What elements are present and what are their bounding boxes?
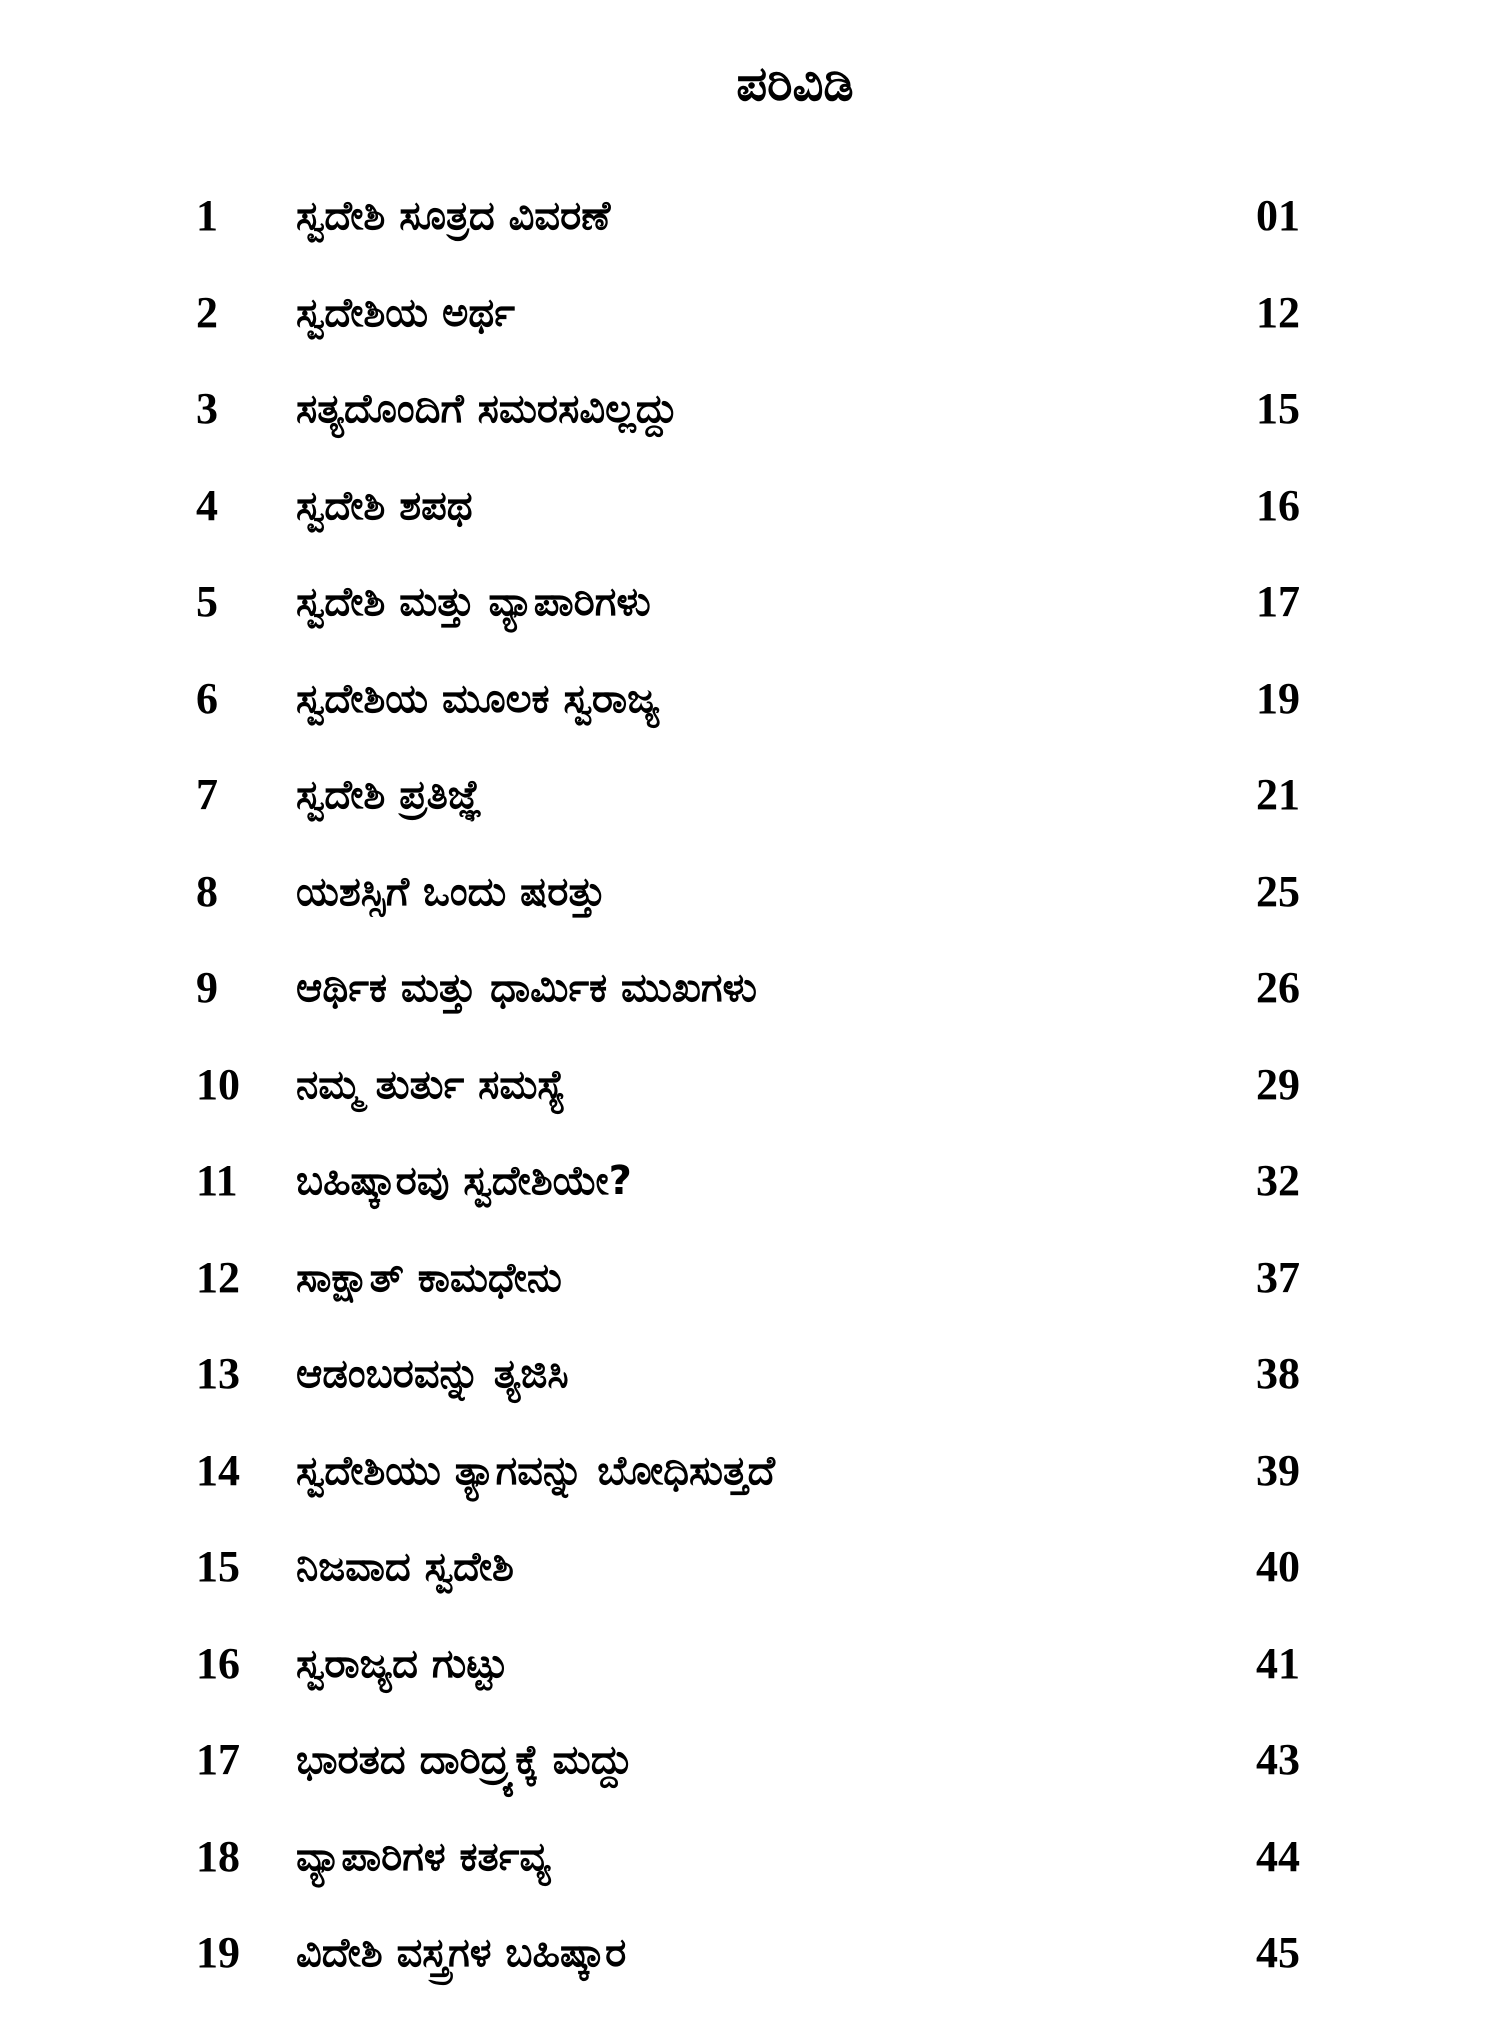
- page-number: 45: [1256, 1928, 1300, 1977]
- page-number: 43: [1256, 1735, 1300, 1784]
- page-title: ಪರಿವಿಡಿ: [736, 56, 854, 112]
- toc-entry: [0, 570, 1500, 667]
- chapter-title: ಯಶಸ್ಸಿಗೆ ಒಂದು ಷರತ್ತು: [296, 868, 606, 915]
- toc-entry: [0, 1632, 1500, 1729]
- toc-entry: [0, 860, 1500, 957]
- toc-entry: [0, 667, 1500, 764]
- toc-entry: [0, 1825, 1500, 1922]
- chapter-title: ಸ್ವದೇಶಿ ಶಪಥ: [296, 482, 473, 529]
- chapter-title: ನಮ್ಮ ತುರ್ತು ಸಮಸ್ಯೆ: [296, 1061, 566, 1108]
- chapter-title: ಸ್ವದೇಶಿ ಸೂತ್ರದ ವಿವರಣೆ: [296, 193, 611, 239]
- page-number: 39: [1256, 1445, 1300, 1495]
- chapter-title: ಸ್ವದೇಶಿ ಮತ್ತು ವ್ಯಾಪಾರಿಗಳು: [296, 579, 651, 625]
- page-number: 25: [1256, 866, 1300, 916]
- chapter-title: ನಿಜವಾದ ಸ್ವದೇಶಿ: [296, 1544, 514, 1590]
- chapter-number: 2: [196, 287, 218, 337]
- chapter-number: 4: [196, 480, 218, 530]
- page-number: 12: [1256, 287, 1300, 337]
- page-number: 21: [1256, 770, 1300, 819]
- toc-entry: [0, 1342, 1500, 1439]
- toc-entry: [0, 1921, 1500, 2018]
- table-of-contents: [0, 184, 1500, 2018]
- page-number: 40: [1256, 1542, 1300, 1591]
- page-number: 16: [1256, 480, 1300, 530]
- page-number: 32: [1256, 1156, 1300, 1205]
- page-number: 15: [1256, 384, 1300, 433]
- chapter-number: 8: [196, 866, 218, 916]
- chapter-title: ಸಾಕ್ಷಾತ್ ಕಾಮಧೇನು: [296, 1254, 562, 1301]
- chapter-number: 15: [196, 1542, 240, 1591]
- chapter-number: 6: [196, 673, 218, 723]
- chapter-number: 13: [196, 1349, 240, 1398]
- toc-entry: [0, 763, 1500, 860]
- toc-entry: [0, 377, 1500, 474]
- chapter-title: ಆರ್ಥಿಕ ಮತ್ತು ಧಾರ್ಮಿಕ ಮುಖಗಳು: [296, 965, 757, 1011]
- chapter-number: 18: [196, 1831, 240, 1881]
- chapter-number: 19: [196, 1928, 240, 1977]
- chapter-title: ಸ್ವದೇಶಿಯ ಮೂಲಕ ಸ್ವರಾಜ್ಯ: [296, 675, 660, 722]
- toc-entry: [0, 1246, 1500, 1343]
- toc-entry: [0, 1053, 1500, 1150]
- page-number: 41: [1256, 1638, 1300, 1688]
- chapter-number: 9: [196, 963, 218, 1012]
- chapter-number: 14: [196, 1445, 240, 1495]
- chapter-number: 7: [196, 770, 218, 819]
- page-number: 29: [1256, 1059, 1300, 1109]
- chapter-number: 5: [196, 577, 218, 626]
- chapter-number: 1: [196, 191, 218, 240]
- chapter-title: ಸ್ವದೇಶಿಯು ತ್ಯಾಗವನ್ನು ಬೋಧಿಸುತ್ತದೆ: [296, 1447, 776, 1494]
- page-number: 37: [1256, 1252, 1300, 1302]
- page-number: 38: [1256, 1349, 1300, 1398]
- page-number: 17: [1256, 577, 1300, 626]
- chapter-title: ಬಹಿಷ್ಕಾರವು ಸ್ವದೇಶಿಯೇ?: [296, 1158, 632, 1204]
- chapter-number: 10: [196, 1059, 240, 1109]
- chapter-title: ಸ್ವರಾಜ್ಯದ ಗುಟ್ಟು: [296, 1640, 508, 1687]
- chapter-number: 11: [196, 1156, 238, 1205]
- toc-entry: [0, 1535, 1500, 1632]
- chapter-number: 17: [196, 1735, 240, 1784]
- toc-entry: [0, 1149, 1500, 1246]
- chapter-number: 3: [196, 384, 218, 433]
- toc-entry: [0, 474, 1500, 571]
- toc-entry: [0, 1439, 1500, 1536]
- chapter-title: ಸ್ವದೇಶಿ ಪ್ರತಿಜ್ಞೆ: [296, 772, 482, 818]
- chapter-number: 16: [196, 1638, 240, 1688]
- chapter-number: 12: [196, 1252, 240, 1302]
- page-number: 44: [1256, 1831, 1300, 1881]
- page-number: 26: [1256, 963, 1300, 1012]
- chapter-title: ಸತ್ಯದೊಂದಿಗೆ ಸಮರಸವಿಲ್ಲದ್ದು: [296, 386, 679, 432]
- page-number: 19: [1256, 673, 1300, 723]
- page-number: 01: [1256, 191, 1300, 240]
- chapter-title: ವಿದೇಶಿ ವಸ್ತ್ರಗಳ ಬಹಿಷ್ಕಾರ: [296, 1930, 627, 1976]
- chapter-title: ವ್ಯಾಪಾರಿಗಳ ಕರ್ತವ್ಯ: [296, 1833, 551, 1880]
- chapter-title: ಸ್ವದೇಶಿಯ ಅರ್ಥ: [296, 289, 515, 336]
- toc-entry: [0, 1728, 1500, 1825]
- toc-entry: [0, 184, 1500, 281]
- toc-entry: [0, 281, 1500, 378]
- toc-entry: [0, 956, 1500, 1053]
- chapter-title: ಭಾರತದ ದಾರಿದ್ರ್ಯಕ್ಕೆ ಮದ್ದು: [296, 1737, 633, 1783]
- chapter-title: ಆಡಂಬರವನ್ನು ತ್ಯಜಿಸಿ: [296, 1351, 569, 1397]
